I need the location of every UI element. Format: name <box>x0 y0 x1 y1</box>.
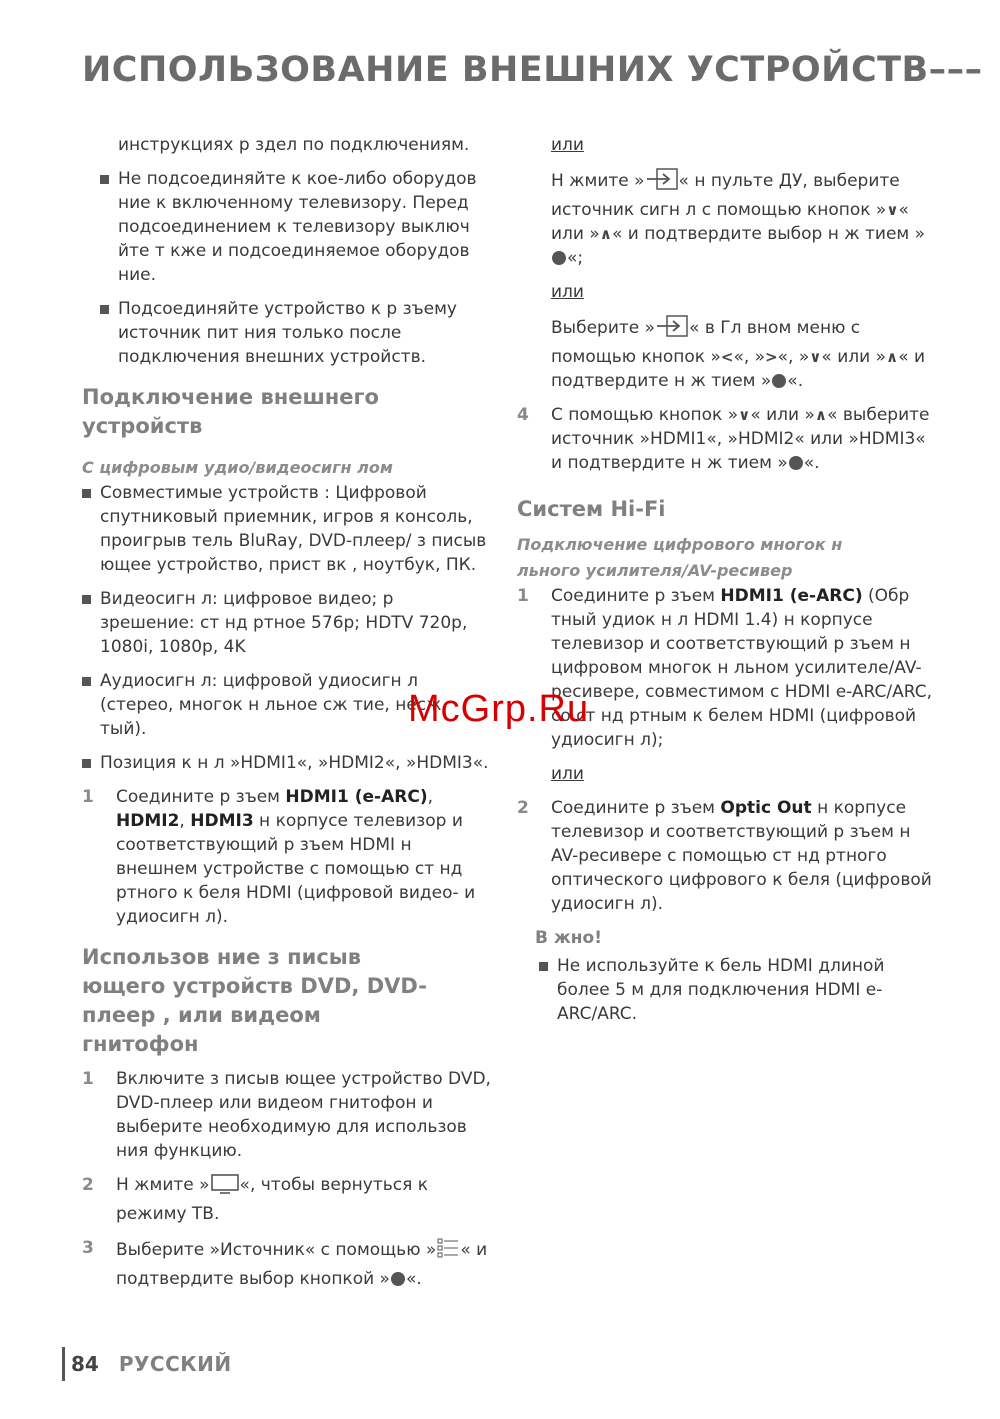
bullet-icon <box>539 962 548 971</box>
source-icon <box>655 314 689 345</box>
spec-item: Позиция к н л »HDMI1«, »HDMI2«, »HDMI3«. <box>82 751 492 775</box>
note-item: Подсоединяйте устройство к р зъему источник пит ния только после подключения внешних устройств. <box>100 297 492 369</box>
source-icon <box>645 167 679 198</box>
bullet-icon <box>82 595 91 604</box>
arrow-up-icon: ∧ <box>814 406 828 424</box>
tv-icon <box>210 1173 240 1202</box>
arrow-down-icon: ∨ <box>886 201 899 219</box>
step-item: 2 Соедините р зъем Optic Out н корпусе телевизор и соответствующий р зъем н AV-ресивере с помощью ст нд ртного оптического цифрового к беля (цифровой удиосигн л). <box>517 798 932 914</box>
page-number: 84 <box>71 1352 99 1376</box>
spec-item: Совместимые устройств : Цифровой спутниковый приемник, игров я консоль, проигрыв тель BluRay, DVD-плеер/ з писыв ющее устройство, прист вк , ноутбук, ПК. <box>82 481 492 577</box>
subsection-heading: Подключение цифрового многок н льного усилителя/AV-ресивер <box>517 535 843 580</box>
step-item: 2 Н жмите » «, чтобы вернуться к режиму ТВ. <box>82 1175 429 1224</box>
arrow-down-icon: ∨ <box>809 348 822 366</box>
step-item: 4 С помощью кнопок »∨« или »∧« выберите источник »HDMI1«, »HDMI2« или »HDMI3« и подтвердите н ж тием » «. <box>517 405 930 473</box>
ok-button-icon <box>789 456 803 470</box>
step-item: 1 Включите з писыв ющее устройство DVD, DVD-плеер или видеом гнитофон и выберите необходимую для использов ния функцию. <box>82 1069 491 1161</box>
intro-continuation: инструкциях р здел по подключениям. <box>118 135 470 155</box>
bullet-icon <box>82 759 91 768</box>
spec-item: Аудиосигн л: цифровой удиосигн л (стерео, многок н льное сж тие, несж тый). <box>82 669 492 741</box>
page-footer <box>62 1347 232 1381</box>
page-title: ИСПОЛЬЗОВАНИЕ ВНЕШНИХ УСТРОЙСТВ––– <box>82 50 983 90</box>
ok-button-icon <box>552 251 566 265</box>
arrow-left-icon: < <box>720 348 734 366</box>
ok-button-icon <box>772 374 786 388</box>
arrow-right-icon: > <box>765 348 778 366</box>
important-heading: В жно! <box>535 928 602 948</box>
bullet-icon <box>82 489 91 498</box>
arrow-down-icon: ∨ <box>738 406 751 424</box>
section-heading: Систем Hi-Fi <box>517 497 666 521</box>
watermark: McGrp.Ru <box>408 688 590 730</box>
paragraph: Выберите » « в Гл вном меню с помощью кнопок »<«, »>«, »∨« или »∧« и подтвердите н ж тием » «. <box>551 314 937 393</box>
spec-item: Видеосигн л: цифровое видео; р зрешение: ст нд ртное 576p; HDTV 720p, 1080i, 1080p, 4K <box>82 587 492 659</box>
arrow-up-icon: ∧ <box>599 225 612 243</box>
right-column <box>517 133 937 1036</box>
or-label: или <box>551 282 584 302</box>
source-list-icon <box>436 1236 460 1267</box>
step-item: 1 Соедините р зъем HDMI1 (e-ARC) (Обр тный удиок н л HDMI 1.4) н корпусе телевизор и соответствующий р зъем н цифровом многок н льном усилителе/AV-ресивере, совместимом с HDMI e-ARC/ARC, со ст нд ртным к белем HDMI (цифровой удиосигн л); <box>517 586 932 750</box>
paragraph: Н жмите » « н пульте ДУ, выберите источник сигн л с помощью кнопок »∨« или »∧« и подтвердите выбор н ж тием »«; <box>551 167 937 270</box>
step-item: 1 Соедините р зъем HDMI1 (e-ARC), HDMI2, HDMI3 н корпусе телевизор и соответствующий р зъем HDMI н внешнем устройстве с помощью ст нд ртного к беля HDMI (цифровой видео- и удиосигн л). <box>82 787 476 927</box>
bullet-icon <box>82 677 91 686</box>
arrow-up-icon: ∧ <box>886 348 899 366</box>
note-item: Не подсоединяйте к кое-либо оборудов ние к включенному телевизору. Перед подсоединением к телевизору выключ йте т кже и подсоединяемое оборудов ние. <box>100 167 492 287</box>
section-heading: Подключение внешнего устройств <box>82 385 379 438</box>
important-note: Не используйте к бель HDMI длиной более 5 м для подключения HDMI e-ARC/ARC. <box>539 954 937 1026</box>
bullet-icon <box>100 175 109 184</box>
language-label: РУССКИЙ <box>118 1352 232 1376</box>
section-heading: Использов ние з писыв ющего устройств DVD, DVD-плеер , или видеом гнитофон <box>82 945 427 1056</box>
or-label: или <box>551 135 584 155</box>
footer-divider <box>62 1347 65 1381</box>
or-label: или <box>551 764 584 784</box>
step-item: 3 Выберите »Источник« с помощью » « и подтвердите выбор кнопкой » «. <box>82 1238 488 1289</box>
ok-button-icon <box>391 1272 405 1286</box>
subsection-heading: С цифровым удио/видеосигн лом <box>82 458 393 477</box>
bullet-icon <box>100 305 109 314</box>
